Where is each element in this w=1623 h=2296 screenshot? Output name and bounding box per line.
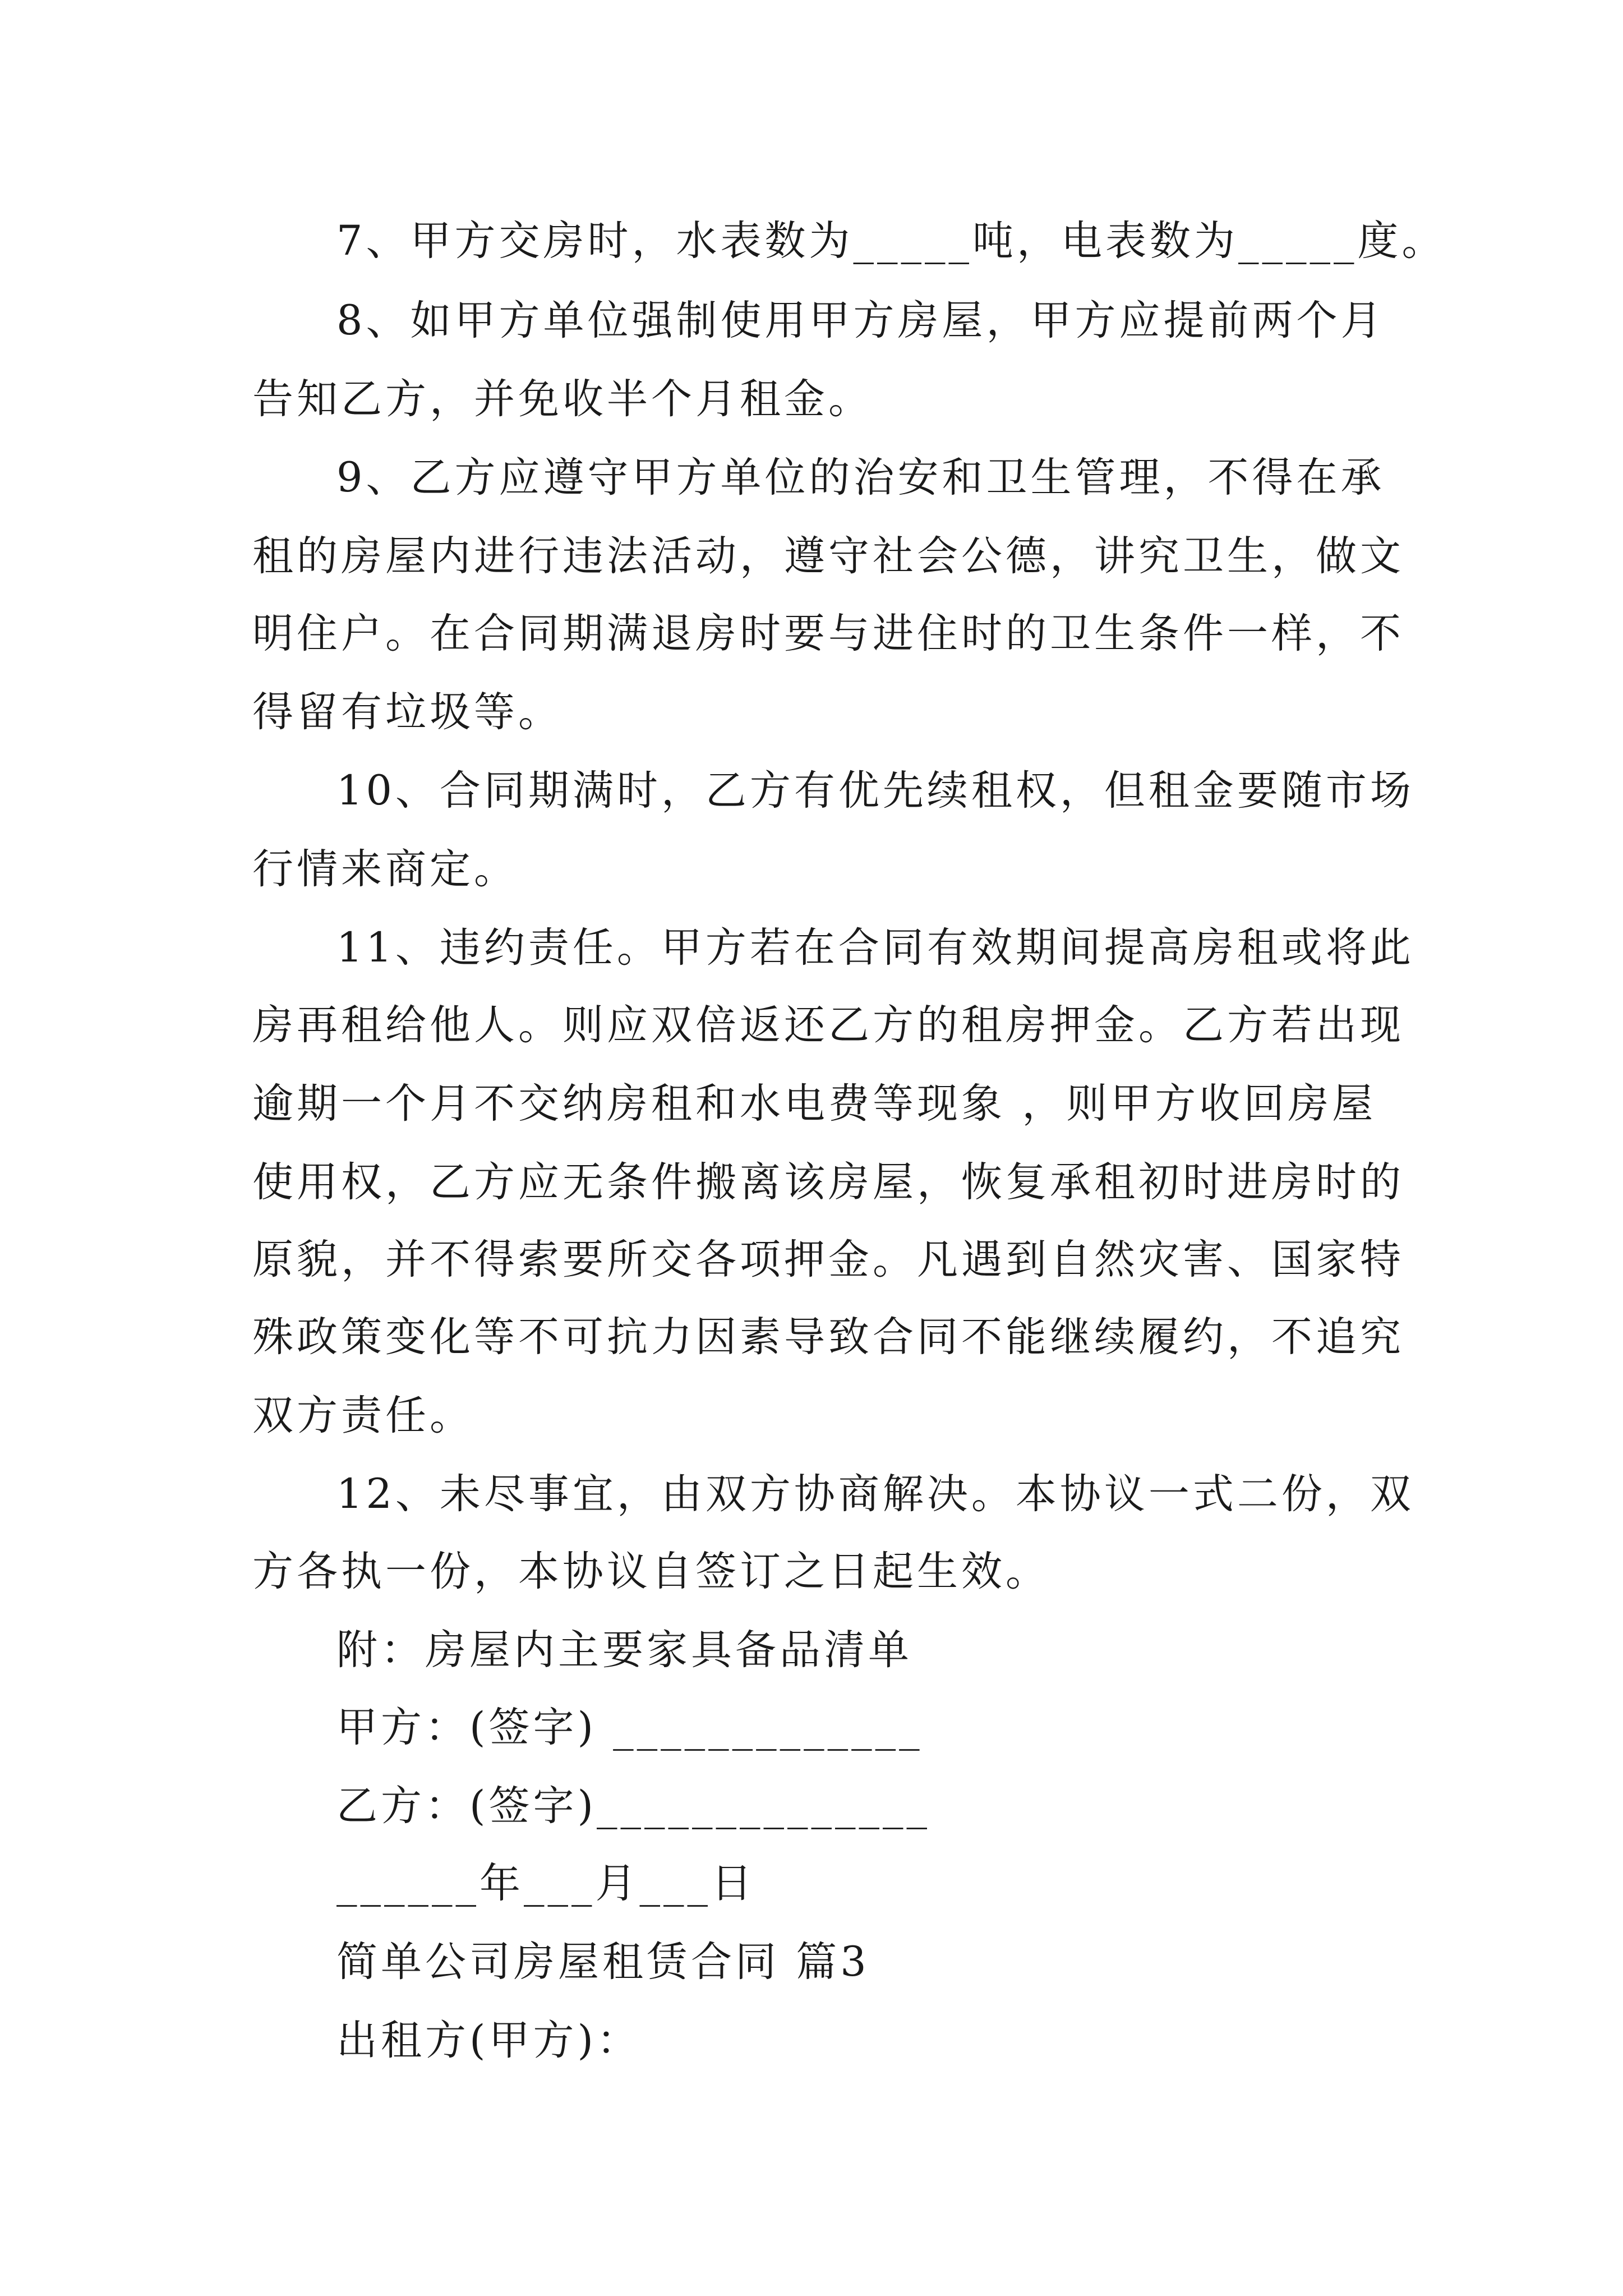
clause-11-line-2: 房再租给他人。则应双倍返还乙方的租房押金。乙方若出现	[252, 1001, 1404, 1049]
clause-10-line-1: 10、合同期满时，乙方有优先续租权，但租金要随市场	[336, 767, 1414, 815]
clause-8-line-2: 告知乙方，并免收半个月租金。	[252, 375, 873, 423]
attachment-note: 附：房屋内主要家具备品清单	[336, 1626, 912, 1674]
clause-9-line-3: 明住户。在合同期满退房时要与进住时的卫生条件一样，不	[252, 610, 1404, 657]
clause-9-line-1: 9、乙方应遵守甲方单位的治安和卫生管理，不得在承	[336, 454, 1385, 501]
clause-12-line-1: 12、未尽事宜，由双方协商解决。本协议一式二份，双	[336, 1470, 1414, 1518]
clause-10-line-2: 行情来商定。	[252, 845, 518, 893]
water-meter-blank: _____	[853, 217, 972, 265]
clause-7-text-b: 吨，电表数为	[972, 217, 1238, 265]
clause-9-line-2: 租的房屋内进行违法活动，遵守社会公德，讲究卫生，做文	[252, 532, 1404, 580]
clause-7-text-c: 度。	[1357, 217, 1446, 265]
clause-11-line-4: 使用权，乙方应无条件搬离该房屋，恢复承租初时进房时的	[252, 1158, 1404, 1206]
lessor-label: 出租方(甲方)：	[336, 2017, 641, 2064]
party-b-signature-blank: ______________	[596, 1782, 930, 1830]
clause-8-line-1: 8、如甲方单位强制使用甲方房屋，甲方应提前两个月	[336, 297, 1385, 344]
clause-9-line-4: 得留有垃圾等。	[252, 688, 562, 736]
day-label: 日	[711, 1860, 755, 1907]
month-blank: ___	[524, 1860, 596, 1907]
clause-12-line-2: 方各执一份，本协议自签订之日起生效。	[252, 1548, 1050, 1595]
clause-11-line-7: 双方责任。	[252, 1392, 474, 1439]
year-label: 年	[479, 1860, 524, 1907]
clause-11-line-5: 原貌，并不得索要所交各项押金。凡遇到自然灾害、国家特	[252, 1236, 1404, 1283]
date-line	[336, 1856, 755, 1912]
party-a-label: 甲方：(签字)	[336, 1704, 614, 1751]
electric-meter-blank: _____	[1238, 217, 1358, 265]
party-a-signature-blank: _____________	[613, 1704, 923, 1751]
clause-11-line-3: 逾期一个月不交纳房租和水电费等现象 ，则甲方收回房屋	[252, 1080, 1377, 1128]
party-b-signature-line	[336, 1778, 930, 1834]
year-blank: ______	[336, 1860, 479, 1907]
party-b-label: 乙方：(签字)	[336, 1782, 597, 1830]
clause-7-text-a: 7、甲方交房时，水表数为	[336, 217, 854, 265]
clause-7-line-1	[336, 213, 1446, 269]
month-label: 月	[595, 1860, 640, 1907]
section-title: 简单公司房屋租赁合同 篇3	[336, 1938, 870, 1986]
clause-11-line-1: 11、违约责任。甲方若在合同有效期间提高房租或将此	[336, 924, 1414, 972]
party-a-signature-line	[336, 1700, 923, 1756]
clause-11-line-6: 殊政策变化等不可抗力因素导致合同不能继续履约，不追究	[252, 1313, 1404, 1361]
day-blank: ___	[639, 1860, 711, 1907]
